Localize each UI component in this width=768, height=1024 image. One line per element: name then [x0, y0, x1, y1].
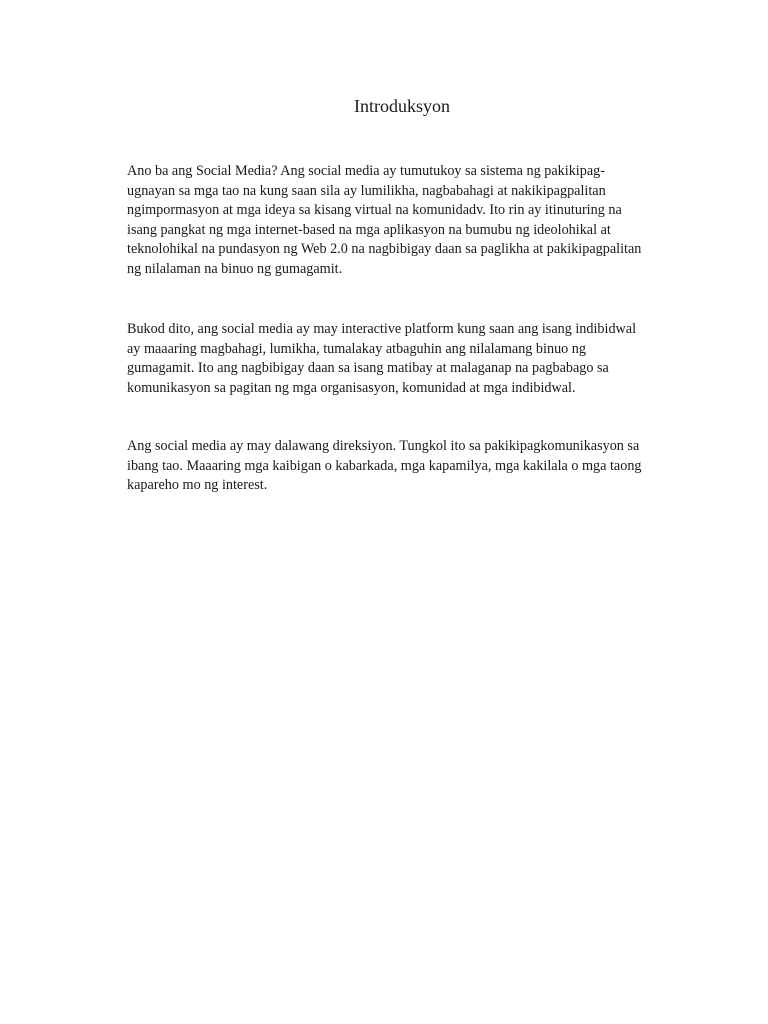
paragraph-line: ng nilalaman na binuo ng gumagamit. — [127, 260, 343, 277]
paragraph-line: Ano ba ang Social Media? Ang social media ay tumutukoy sa sistema ng pakikipag- — [127, 163, 605, 179]
paragraph-line: ibang tao. Maaaring mga kaibigan o kabarkada, mga kapamilya, mga kakilala o mga taong — [127, 457, 642, 474]
paragraph-line: teknolohikal na pundasyon ng Web 2.0 na nagbibigay daan sa paglikha at pakikipagpalitan — [127, 241, 642, 258]
paragraph-line: ngimpormasyon at mga ideya sa kisang virtual na komunidadv. Ito rin ay itinuturing na — [127, 202, 622, 219]
paragraph-line: isang pangkat ng mga internet-based na mga aplikasyon na bumubu ng ideolohikal at — [127, 221, 611, 238]
paragraph-line: Ang social media ay may dalawang direksiyon. Tungkol ito sa pakikipagkomunikasyon sa — [127, 438, 640, 454]
paragraph-line: kapareho mo ng interest. — [127, 477, 268, 494]
paragraph-line: ay maaaring magbahagi, lumikha, tumalakay atbaguhin ang nilalamang binuo ng — [127, 340, 586, 357]
paragraph-platform — [127, 320, 679, 398]
paragraph-intro — [127, 162, 679, 280]
paragraph-line: gumagamit. Ito ang nagbibigay daan sa isang matibay at malaganap na pagbabago sa — [127, 360, 609, 377]
paragraph-line: ugnayan sa mga tao na kung saan sila ay lumilikha, nagbabahagi at nakikipagpalitan — [127, 182, 606, 199]
paragraph-line: Bukod dito, ang social media ay may interactive platform kung saan ang isang indibidwal — [127, 321, 637, 337]
paragraph-direction — [127, 437, 679, 496]
paragraph-line: komunikasyon sa pagitan ng mga organisasyon, komunidad at mga indibidwal. — [127, 379, 576, 396]
page-title: Introduksyon — [354, 96, 450, 116]
